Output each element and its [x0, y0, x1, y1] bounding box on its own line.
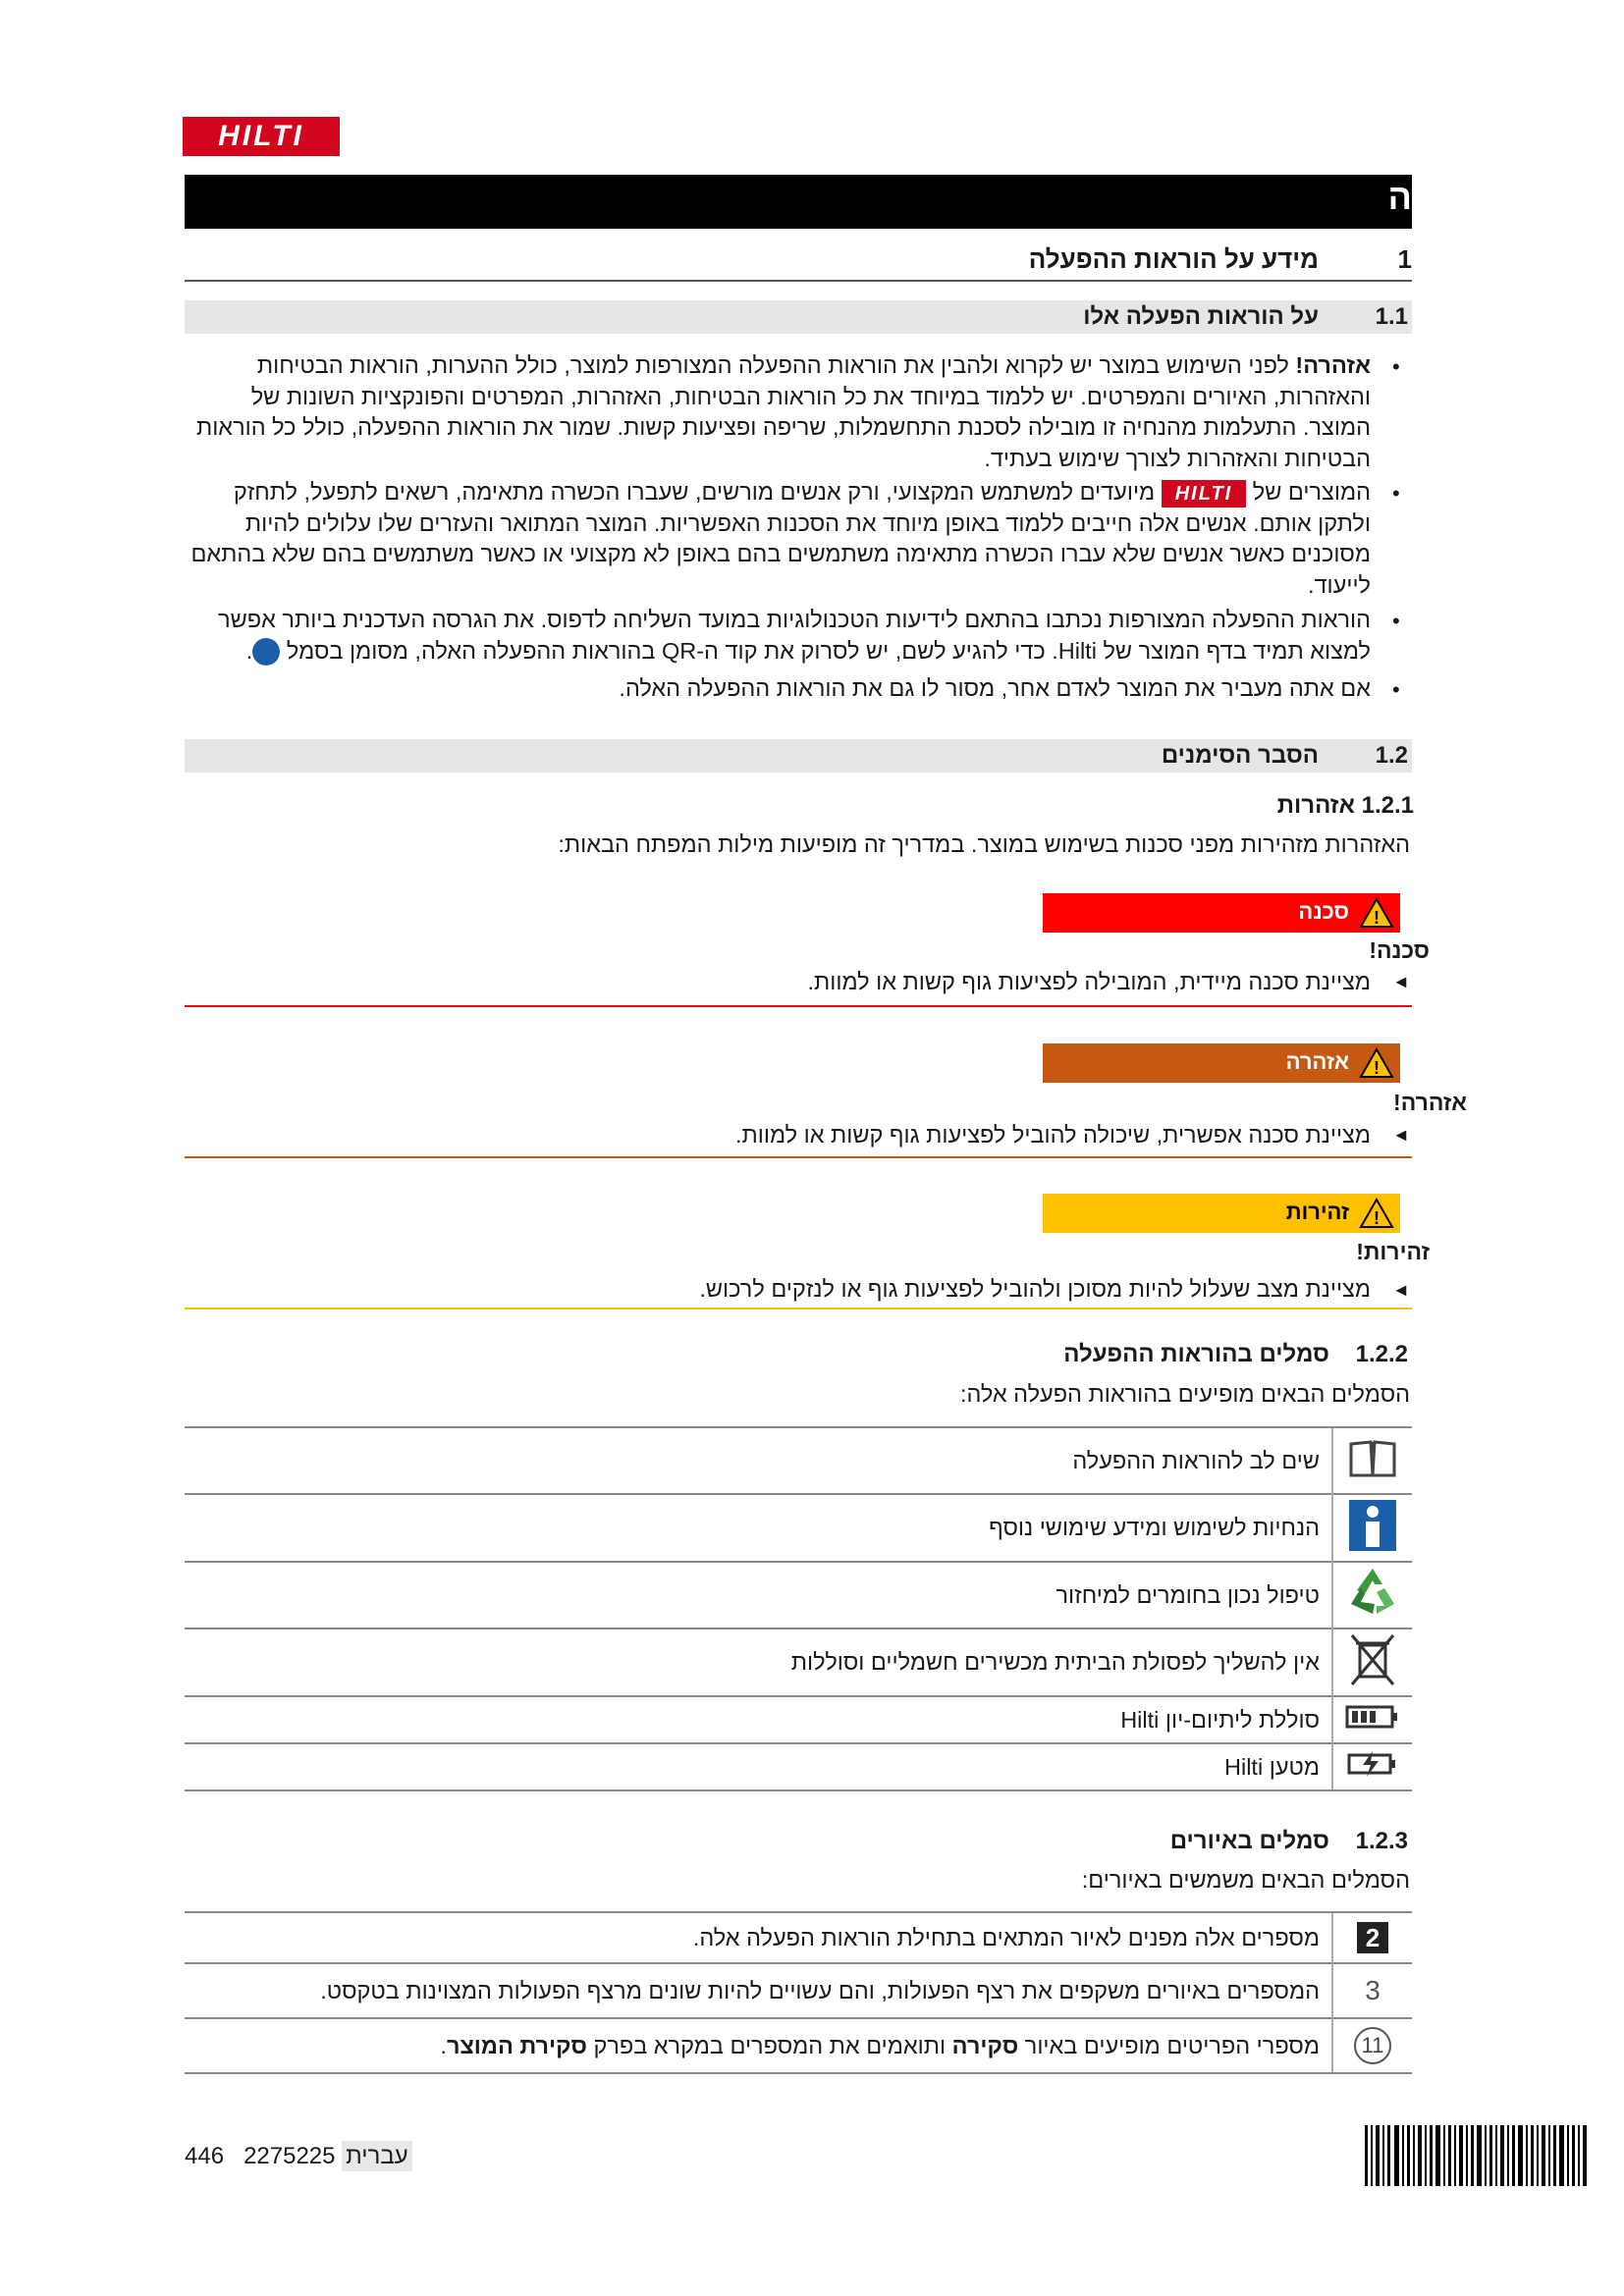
- bullet-text: אם אתה מעביר את המוצר לאדם אחר, מסור לו גם את הוראות ההפעלה האלה.: [619, 675, 1371, 701]
- bullet-text-pre: המוצרים של: [1246, 479, 1371, 505]
- barcode-image: [1365, 2125, 1591, 2186]
- warning-text: מציינת סכנה אפשרית, שיכולה להוביל לפציעות גוף קשות או למוות.: [735, 1122, 1371, 1148]
- bullet-icon: •: [1392, 354, 1400, 379]
- desc-mid: ותואמים את המספרים במקרא בפרק: [586, 2032, 952, 2058]
- danger-label: סכנה: [1298, 899, 1349, 924]
- bullet-text: הוראות ההפעלה המצורפות נכתבו בהתאם לידיעות הטכנולוגיות במועד השליחה לדפוס. את הגרסה העדכנית ביותר אפשר למצוא תמיד בדף המוצר של Hilti. כדי להגיע לשם, יש לסרוק את קוד ה-QR בהוראות ההפעלה האלה, מסומן בסמל: [218, 607, 1371, 664]
- warning-signal-panel: [1043, 1043, 1400, 1083]
- triangle-bullet-icon: ◄: [1392, 972, 1410, 991]
- subsection-1-2-1-heading: [1277, 792, 1414, 820]
- bullet-icon: •: [1392, 481, 1400, 506]
- caution-word: זהירות!: [1356, 1239, 1430, 1264]
- symbols-table: [185, 1426, 1412, 1791]
- caution-divider: [185, 1308, 1412, 1309]
- section-1-1-heading: [185, 300, 1412, 334]
- item-number-label: 11: [1354, 2027, 1391, 2064]
- svg-text:!: !: [1374, 908, 1380, 928]
- svg-text:!: !: [1374, 1058, 1380, 1078]
- table-row: [185, 1743, 1412, 1790]
- warning-triangle-icon: [1359, 897, 1394, 929]
- figure-symbols-intro: הסמלים הבאים משמשים באיורים:: [1081, 1867, 1410, 1893]
- desc-post: .: [440, 2032, 447, 2058]
- page-footer: [185, 2143, 412, 2170]
- table-row: [185, 1562, 1412, 1629]
- subsection-1-2-3-heading: [1170, 1828, 1408, 1855]
- table-row: [185, 1629, 1412, 1696]
- bullet-item-latest-version: [183, 605, 1371, 667]
- figure-symbol-desc: מספרים אלה מפנים לאיור המתאים בתחילת הוראות הפעלה אלה.: [185, 1912, 1332, 1963]
- caution-label: זהירות: [1285, 1200, 1349, 1224]
- triangle-bullet-icon: ◄: [1392, 1280, 1410, 1300]
- danger-text: מציינת סכנה מיידית, המובילה לפציעות גוף קשות או למוות.: [807, 969, 1371, 994]
- symbol-desc: מטען Hilti: [185, 1743, 1332, 1790]
- warnings-intro: האזהרות מזהירות מפני סכנות בשימוש במוצר. במדריך זה מופיעות מילות המפתח הבאות:: [558, 831, 1410, 857]
- title-bar: [185, 175, 1412, 229]
- bullet-text: לפני השימוש במוצר יש לקרוא ולהבין את הוראות ההפעלה המצורפות למוצר, כולל ההערות, הוראות הבטיחות והאזהרות, האיורים והמפרטים. יש ללמוד במיוחד את כל הוראות הבטיחות, האזהרות, המפרטים והפונקציות השונות של המוצר. התעלמות מהנחיה זו מובילה לסכנת התחשמלות, שריפה ופציעות קשות. שמור את הוראות ההפעלה, כולל כל הוראות הבטיחות והאזהרות לצורך שימוש בעתיד.: [195, 352, 1371, 471]
- subsection-title: סמלים באיורים: [1169, 1828, 1329, 1854]
- section-number: 1: [1397, 244, 1412, 274]
- section-number: 1.1: [1375, 303, 1408, 330]
- caution-text: מציינת מצב שעלול להיות מסוכן ולהוביל לפציעות גוף או לנזקים לרכוש.: [699, 1276, 1371, 1302]
- charger-icon: [1332, 1743, 1412, 1790]
- doc-number: 2275225: [244, 2143, 336, 2169]
- language-label: עברית: [342, 2141, 411, 2171]
- subsection-number: 1.2.2: [1355, 1341, 1408, 1367]
- danger-word: סכנה!: [1369, 937, 1430, 963]
- warning-triangle-icon: [1359, 1198, 1394, 1229]
- warning-divider: [185, 1156, 1412, 1158]
- subsection-title: סמלים בהוראות ההפעלה: [1063, 1341, 1329, 1367]
- title-fragment: ה: [1387, 177, 1412, 217]
- figure-symbols-table: [185, 1911, 1412, 2074]
- table-row: [185, 2018, 1412, 2073]
- table-row: [185, 1912, 1412, 1963]
- warning-triangle-icon: [1359, 1047, 1394, 1079]
- symbol-desc: הנחיות לשימוש ומידע שימושי נוסף: [185, 1494, 1332, 1562]
- caution-signal-panel: [1043, 1194, 1400, 1233]
- subsection-number: 1.2.1: [1361, 792, 1414, 819]
- step-number-label: 3: [1365, 1975, 1380, 2005]
- battery-icon: [1332, 1696, 1412, 1743]
- symbol-desc: סוללת ליתיום-יון Hilti: [185, 1696, 1332, 1743]
- subsection-1-2-2-heading: [1063, 1341, 1408, 1368]
- table-row: [185, 1427, 1412, 1494]
- section-number: 1.2: [1375, 742, 1408, 769]
- warning-label: אזהרה: [1285, 1049, 1349, 1074]
- warning-label: אזהרה!: [1295, 352, 1371, 378]
- bullet-item-handover: [183, 673, 1371, 705]
- warning-word: אזהרה!: [1393, 1090, 1467, 1115]
- desc-bold-overview: סקירה: [951, 2032, 1019, 2058]
- subsection-title: אזהרות: [1276, 792, 1355, 819]
- section-1-2-heading: [185, 739, 1412, 773]
- table-row: [185, 1963, 1412, 2018]
- figure-number-icon: [1332, 1912, 1412, 1963]
- qr-info-icon: [252, 638, 280, 666]
- danger-signal-panel: [1043, 893, 1400, 933]
- period: .: [245, 637, 253, 664]
- danger-divider: [185, 1005, 1412, 1007]
- bullet-item-professional: [183, 477, 1371, 601]
- hilti-badge: HILTI: [1162, 480, 1247, 507]
- desc-bold-product-overview: סקירת המוצר: [446, 2032, 587, 2058]
- symbol-desc: טיפול נכון בחומרים למיחזור: [185, 1562, 1332, 1629]
- logo-text: HILTI: [218, 120, 304, 152]
- page-number: 446: [185, 2143, 225, 2169]
- book-icon: [1332, 1427, 1412, 1494]
- desc-pre: מספרי הפריטים מופיעים באיור: [1018, 2032, 1320, 2058]
- figure-symbol-desc: [185, 2018, 1332, 2073]
- svg-text:!: !: [1374, 1208, 1380, 1228]
- bullet-icon: •: [1392, 677, 1400, 702]
- step-number-icon: [1332, 1963, 1412, 2018]
- info-icon: [1332, 1494, 1412, 1562]
- symbol-desc: שים לב להוראות ההפעלה: [185, 1427, 1332, 1494]
- section-title: מידע על הוראות ההפעלה: [1028, 244, 1319, 274]
- symbol-desc: אין להשליך לפסולת הביתית מכשירים חשמליים וסוללות: [185, 1629, 1332, 1696]
- section-title: הסבר הסימנים: [1161, 742, 1319, 769]
- bullet-item-warning: [183, 350, 1371, 474]
- crossed-bin-icon: [1332, 1629, 1412, 1696]
- section-1-heading: [185, 240, 1412, 282]
- item-number-icon: [1332, 2018, 1412, 2073]
- recycle-icon: [1332, 1562, 1412, 1629]
- bullet-icon: •: [1392, 609, 1400, 633]
- bullet-text-post: מיועדים למשתמש המקצועי, ורק אנשים מורשים, שעברו הכשרה מתאימה, רשאים לתפעל, לתחזק ולתקן אותם. אנשים אלה חייבים ללמוד באופן מיוחד את הסכנות האפשריות. המוצר המתואר והעזרים שלו עלולים להיות מסוכנים כאשר אנשים שלא עברו הכשרה מתאימה משתמשים בהם באופן לא מקצועי או כאשר משתמשים בהם שלא בהתאם לייעוד.: [190, 479, 1371, 598]
- table-row: [185, 1494, 1412, 1562]
- table-row: [185, 1696, 1412, 1743]
- triangle-bullet-icon: ◄: [1392, 1125, 1410, 1145]
- section-title: על הוראות הפעלה אלו: [1083, 303, 1319, 330]
- figure-number-label: 2: [1357, 1922, 1388, 1953]
- hilti-logo: [183, 117, 340, 156]
- figure-symbol-desc: המספרים באיורים משקפים את רצף הפעולות, והם עשויים להיות שונים מרצף הפעולות המצוינות בטקסט.: [185, 1963, 1332, 2018]
- subsection-number: 1.2.3: [1355, 1828, 1408, 1854]
- symbols-intro: הסמלים הבאים מופיעים בהוראות הפעלה אלה:: [959, 1381, 1410, 1407]
